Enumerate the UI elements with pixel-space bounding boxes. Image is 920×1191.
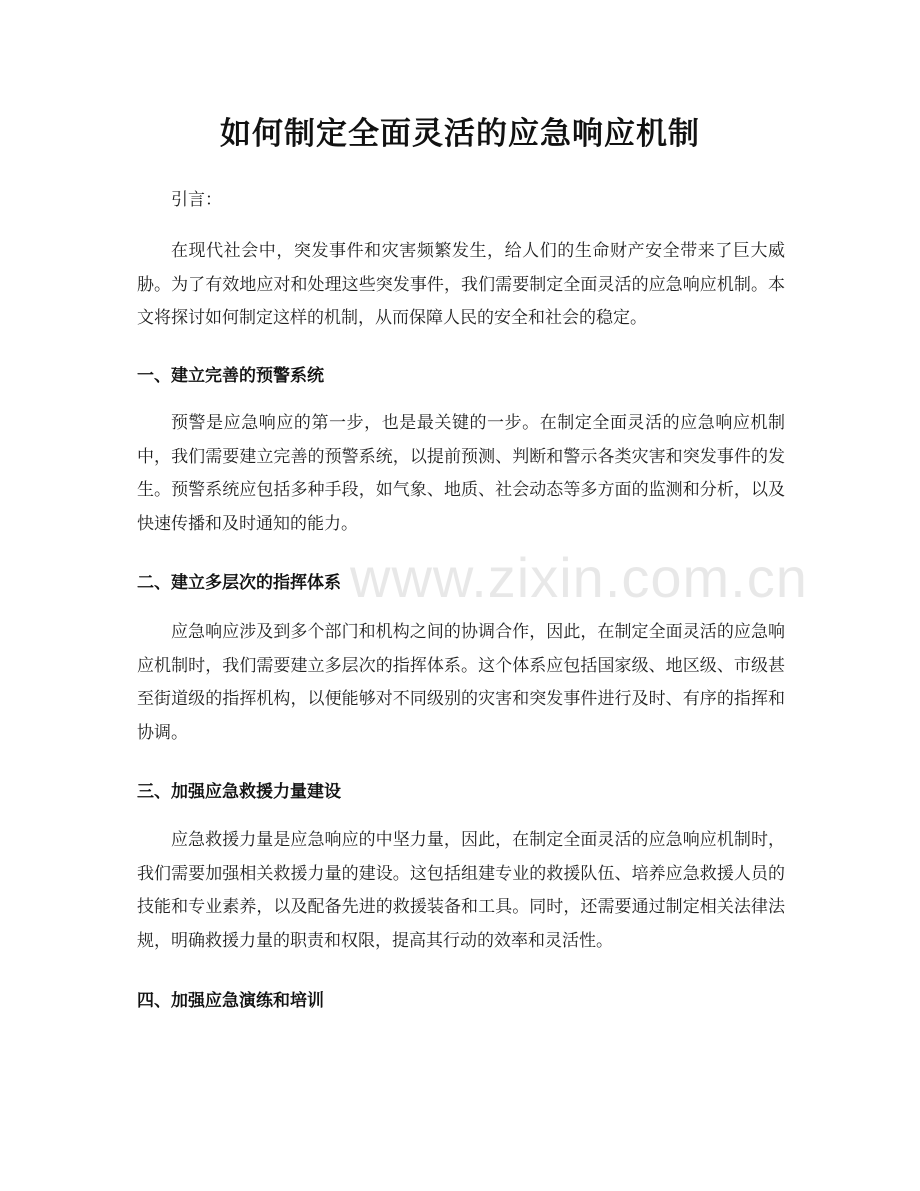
section-heading-1: 一、建立完善的预警系统: [137, 366, 324, 386]
section-paragraph-2: 应急响应涉及到多个部门和机构之间的协调合作，因此，在制定全面灵活的应急响应机制时，我们需要建立多层次的指挥体系。这个体系应包括国家级、地区级、市级甚至街道级的指挥机构，以便能够对不同级别的灾害和突发事件进行及时、有序的指挥和协调。: [137, 622, 785, 743]
document-title: 如何制定全面灵活的应急响应机制: [220, 116, 700, 152]
section-heading-3: 三、加强应急救援力量建设: [137, 782, 341, 802]
section-paragraph-1: 预警是应急响应的第一步，也是最关键的一步。在制定全面灵活的应急响应机制中，我们需要建立完善的预警系统，以提前预测、判断和警示各类灾害和突发事件的发生。预警系统应包括多种手段，如气象、地质、社会动态等多方面的监测和分析，以及快速传播和及时通知的能力。: [137, 413, 785, 534]
section-heading-2: 二、建立多层次的指挥体系: [137, 573, 341, 593]
intro-label: 引言：: [171, 190, 222, 210]
intro-paragraph: 在现代社会中，突发事件和灾害频繁发生，给人们的生命财产安全带来了巨大威胁。为了有效地应对和处理这些突发事件，我们需要制定全面灵活的应急响应机制。本文将探讨如何制定这样的机制，从而保障人民的安全和社会的稳定。: [137, 241, 785, 328]
section-paragraph-3: 应急救援力量是应急响应的中坚力量，因此，在制定全面灵活的应急响应机制时，我们需要加强相关救援力量的建设。这包括组建专业的救援队伍、培养应急救援人员的技能和专业素养，以及配备先进的救援装备和工具。同时，还需要通过制定相关法律法规，明确救援力量的职责和权限，提高其行动的效率和灵活性。: [137, 830, 785, 951]
watermark-text: www.zixin.com.cn: [350, 546, 808, 609]
section-heading-4: 四、加强应急演练和培训: [137, 991, 324, 1011]
